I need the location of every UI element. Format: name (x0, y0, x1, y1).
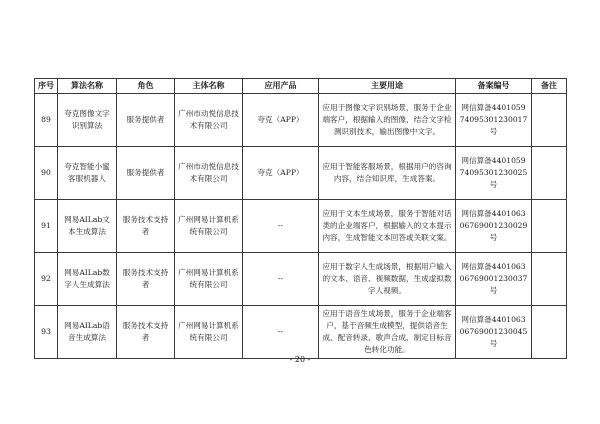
table-row (35, 147, 567, 200)
cell-role: 服务提供者 (117, 94, 175, 147)
cell-app-product: 夸克（APP） (243, 147, 319, 200)
cell-serial: 93 (35, 306, 58, 359)
cell-remarks (532, 94, 567, 147)
cell-entity-name: 广州网易计算机系统有限公司 (175, 200, 243, 253)
cell-algorithm-name: 网易AILab文本生成算法 (58, 200, 117, 253)
header-remarks: 备注 (532, 79, 567, 94)
cell-app-product: 夸克（APP） (243, 94, 319, 147)
cell-role: 服务技术支持者 (117, 306, 175, 359)
cell-algorithm-name: 夸克智能小蜜客服机器人 (58, 147, 117, 200)
cell-main-usage: 应用于智能客服场景，根据用户的咨询内容，结合知识库，生成答案。 (319, 147, 456, 200)
cell-filing-number: 网信算备440106306769001230029号 (456, 200, 532, 253)
cell-remarks (532, 253, 567, 306)
table-row (35, 253, 567, 306)
header-filing-number: 备案编号 (456, 79, 532, 94)
cell-remarks (532, 200, 567, 253)
table-header-row (35, 79, 567, 94)
cell-role: 服务提供者 (117, 147, 175, 200)
cell-algorithm-name: 夸克图像文字识别算法 (58, 94, 117, 147)
algorithm-filing-table (34, 78, 567, 359)
cell-serial: 90 (35, 147, 58, 200)
cell-main-usage: 应用于文本生成场景，服务于智能对话类的企业端客户，根据输入的文本提示内容，生成智能文本回答或关联文案。 (319, 200, 456, 253)
cell-entity-name: 广州市动悦信息技术有限公司 (175, 147, 243, 200)
cell-serial: 89 (35, 94, 58, 147)
cell-remarks (532, 306, 567, 359)
cell-main-usage: 应用于数字人生成场景，根据用户输入的文本、语音、视频数据，生成虚拟数字人视频。 (319, 253, 456, 306)
cell-entity-name: 广州网易计算机系统有限公司 (175, 253, 243, 306)
cell-filing-number: 网信算备440106306769001230037号 (456, 253, 532, 306)
table-row (35, 200, 567, 253)
cell-main-usage: 应用于图像文字识别场景，服务于企业端客户，根据输入的图像，结合文字检测识别技术，输出图像中文字。 (319, 94, 456, 147)
cell-role: 服务技术支持者 (117, 253, 175, 306)
cell-app-product: -- (243, 253, 319, 306)
header-entity-name: 主体名称 (175, 79, 243, 94)
cell-entity-name: 广州网易计算机系统有限公司 (175, 306, 243, 359)
header-main-usage: 主要用途 (319, 79, 456, 94)
cell-algorithm-name: 网易AILab语音生成算法 (58, 306, 117, 359)
header-serial: 序号 (35, 79, 58, 94)
cell-filing-number: 网信算备440105974095301230025号 (456, 147, 532, 200)
header-algorithm-name: 算法名称 (58, 79, 117, 94)
cell-entity-name: 广州市动悦信息技术有限公司 (175, 94, 243, 147)
table-row (35, 94, 567, 147)
cell-app-product: -- (243, 306, 319, 359)
cell-role: 服务技术支持者 (117, 200, 175, 253)
cell-remarks (532, 147, 567, 200)
header-role: 角色 (117, 79, 175, 94)
table-row (35, 306, 567, 359)
cell-main-usage: 应用于语音生成场景，服务于企业端客户，基于音频生成模型，提供语音生成、配音转录、歌声合成、制定目标音色转化功能。 (319, 306, 456, 359)
cell-filing-number: 网信算备440106306769001230045号 (456, 306, 532, 359)
header-app-product: 应用产品 (243, 79, 319, 94)
cell-algorithm-name: 网易AILab数字人生成算法 (58, 253, 117, 306)
page-number: - 20 - (289, 355, 311, 364)
cell-filing-number: 网信算备440105974095301230017号 (456, 94, 532, 147)
cell-serial: 92 (35, 253, 58, 306)
cell-app-product: -- (243, 200, 319, 253)
cell-serial: 91 (35, 200, 58, 253)
